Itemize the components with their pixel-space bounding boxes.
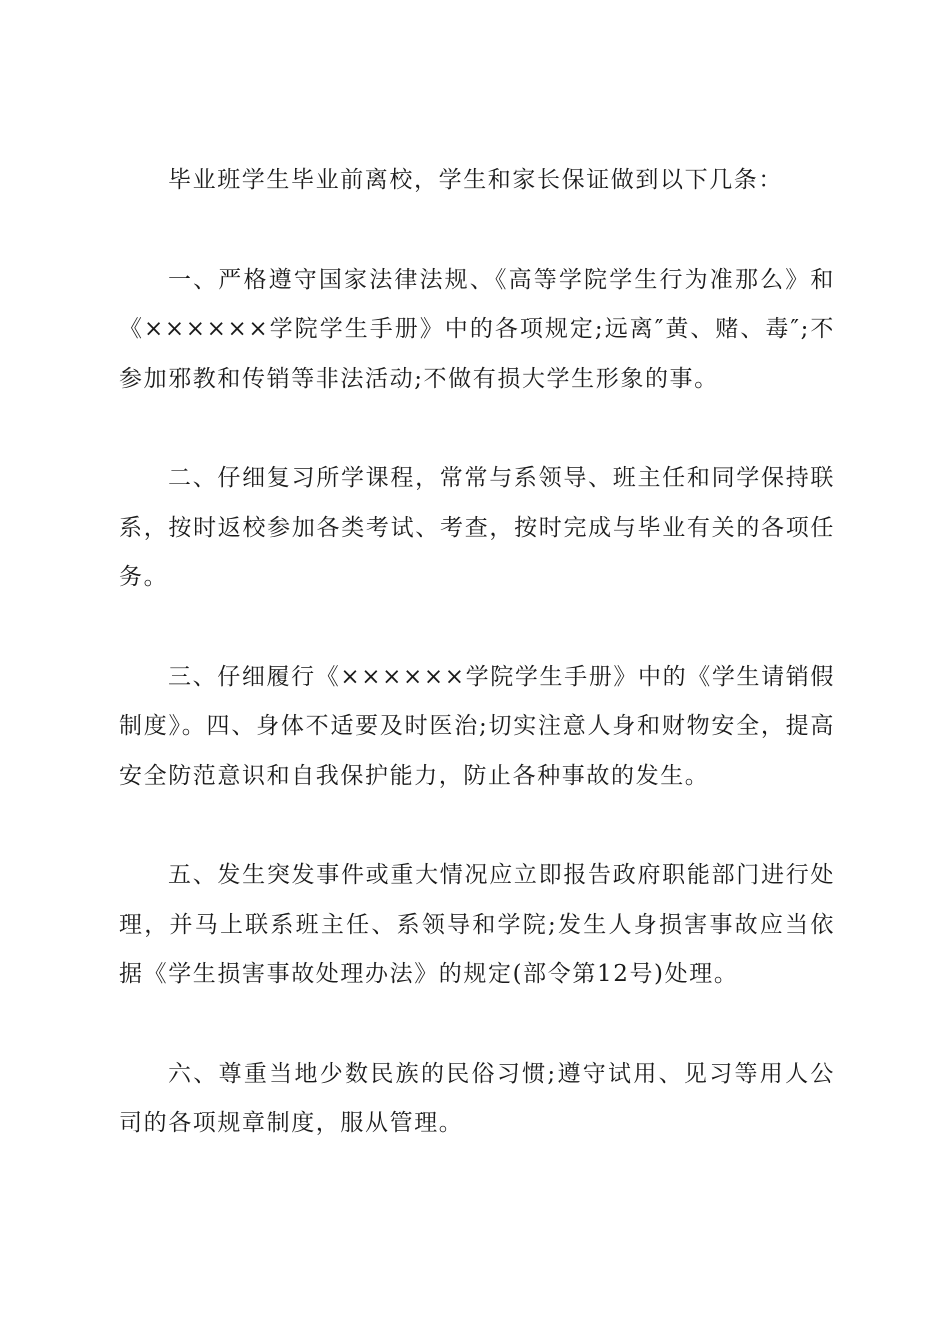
intro-paragraph: 毕业班学生毕业前离校，学生和家长保证做到以下几条：	[168, 167, 783, 193]
clause-3-4-paragraph: 三、仔细履行《××××××学院学生手册》中的《学生请销假制度》。四、身体不适要及时医治;切实注意人身和财物安全，提高安全防范意识和自我保护能力，防止各种事故的发生。	[119, 663, 835, 789]
clause-1-paragraph: 一、严格遵守国家法律法规、《高等学院学生行为准那么》和《××××××学院学生手册》中的各项规定;远离″黄、赌、毒″;不参加邪教和传销等非法活动;不做有损大学生形象的事。	[119, 266, 835, 392]
document-body	[119, 156, 835, 1149]
clause-5-paragraph: 五、发生突发事件或重大情况应立即报告政府职能部门进行处理，并马上联系班主任、系领导和学院;发生人身损害事故应当依据《学生损害事故处理办法》的规定(部令第12号)处理。	[119, 862, 835, 987]
clause-2-paragraph: 二、仔细复习所学课程，常常与系领导、班主任和同学保持联系，按时返校参加各类考试、考查，按时完成与毕业有关的各项任务。	[119, 465, 835, 590]
clause-6-paragraph: 六、尊重当地少数民族的民俗习惯;遵守试用、见习等用人公司的各项规章制度，服从管理。	[119, 1060, 835, 1136]
